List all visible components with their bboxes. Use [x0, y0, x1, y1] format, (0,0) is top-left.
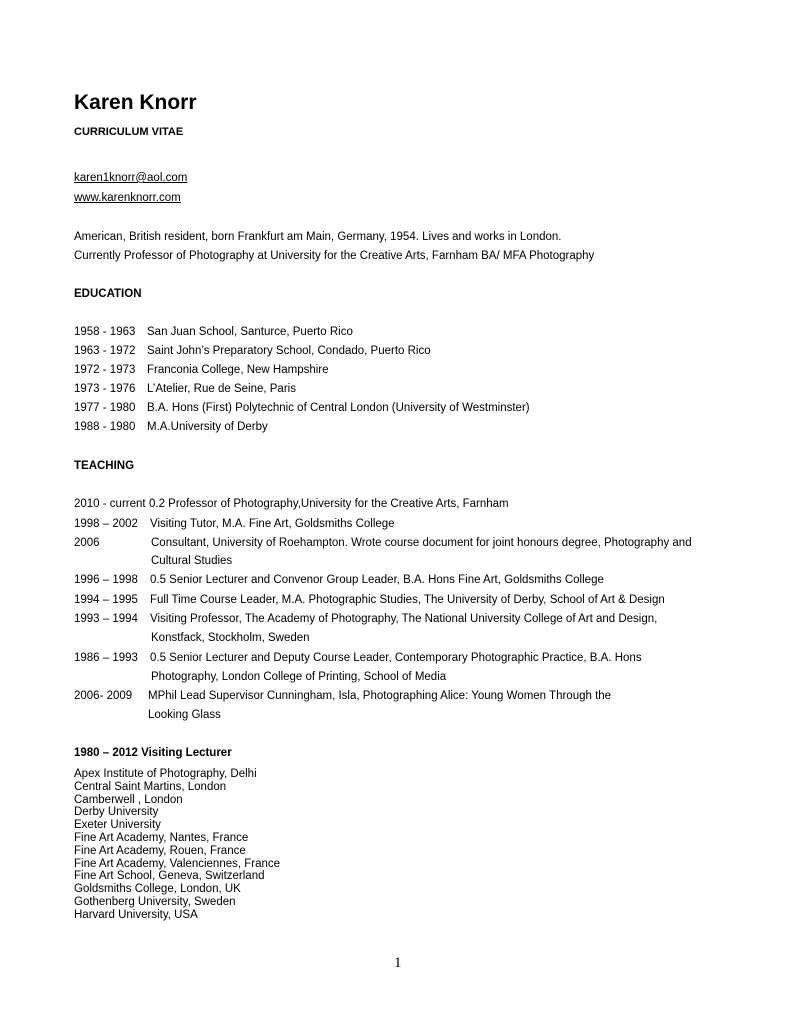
list-item: Harvard University, USA	[74, 908, 198, 921]
education-dates: 1972 - 1973	[74, 364, 136, 376]
visiting-lecturer-heading: 1980 – 2012 Visiting Lecturer	[74, 747, 232, 759]
education-dates: 1958 - 1963	[74, 326, 136, 338]
list-item: Fine Art Academy, Nantes, France	[74, 831, 249, 844]
bio-line: Currently Professor of Photography at University for the Creative Arts, Farnham BA/ MFA Photography	[74, 250, 595, 262]
cv-name: Karen Knorr	[74, 91, 197, 114]
teaching-desc: Visiting Tutor, M.A. Fine Art, Goldsmiths College	[150, 518, 395, 530]
teaching-desc: 0.5 Senior Lecturer and Convenor Group Leader, B.A. Hons Fine Art, Goldsmiths College	[150, 574, 604, 586]
teaching-dates: 1996 – 1998	[74, 574, 138, 586]
education-heading: EDUCATION	[74, 288, 142, 300]
teaching-dates: 2006	[74, 537, 100, 549]
bio-line: American, British resident, born Frankfurt am Main, Germany, 1954. Lives and works in London.	[74, 231, 562, 243]
page-number: 1	[394, 955, 402, 971]
list-item: Fine Art Academy, Rouen, France	[74, 844, 246, 857]
list-item: Apex Institute of Photography, Delhi	[74, 768, 257, 780]
teaching-desc: 0.5 Senior Lecturer and Deputy Course Leader, Contemporary Photographic Practice, B.A. Hons	[150, 652, 642, 664]
education-desc: Franconia College, New Hampshire	[147, 364, 329, 376]
list-item: Derby University	[74, 806, 159, 819]
education-dates: 1973 - 1976	[74, 383, 136, 395]
teaching-dates: 2006- 2009	[74, 690, 133, 702]
teaching-dates: 2010 - current	[74, 498, 146, 510]
education-desc: L’Atelier, Rue de Seine, Paris	[147, 383, 296, 395]
list-item: Camberwell , London	[74, 793, 183, 806]
teaching-desc: Full Time Course Leader, M.A. Photographic Studies, The University of Derby, School of Art & Design	[150, 594, 665, 606]
teaching-desc: Visiting Professor, The Academy of Photography, The National University College of Art and Design,	[150, 613, 658, 625]
education-desc: B.A. Hons (First) Polytechnic of Central London (University of Westminster)	[147, 402, 530, 414]
teaching-desc: MPhil Lead Supervisor Cunningham, Isla, Photographing Alice: Young Women Through the	[148, 690, 612, 702]
list-item: Central Saint Martins, London	[74, 780, 227, 793]
education-desc: Saint John’s Preparatory School, Condado, Puerto Rico	[147, 345, 431, 357]
education-desc: San Juan School, Santurce, Puerto Rico	[147, 326, 353, 338]
teaching-desc: 0.2 Professor of Photography,University for the Creative Arts, Farnham	[149, 498, 509, 510]
cv-subtitle: CURRICULUM VITAE	[74, 126, 184, 138]
email-link[interactable]: karen1knorr@aol.com	[74, 172, 188, 184]
education-dates: 1988 - 1980	[74, 421, 136, 433]
teaching-desc: Consultant, University of Roehampton. Wrote course document for joint honours degree, Photography and	[151, 537, 692, 549]
education-dates: 1963 - 1972	[74, 345, 136, 357]
list-item: Gothenberg University, Sweden	[74, 895, 236, 908]
education-desc: M.A.University of Derby	[147, 421, 268, 433]
list-item: Fine Art Academy, Valenciennes, France	[74, 857, 281, 870]
teaching-dates: 1986 – 1993	[74, 652, 138, 664]
teaching-dates: 1998 – 2002	[74, 518, 138, 530]
teaching-desc-continued: Konstfack, Stockholm, Sweden	[151, 632, 310, 644]
teaching-desc-continued: Looking Glass	[148, 709, 221, 721]
list-item: Fine Art School, Geneva, Switzerland	[74, 870, 265, 883]
list-item: Goldsmiths College, London, UK	[74, 883, 241, 896]
teaching-heading: TEACHING	[74, 460, 135, 472]
visiting-lecturer-list	[74, 768, 280, 922]
teaching-desc-continued: Photography, London College of Printing, School of Media	[151, 671, 447, 683]
education-dates: 1977 - 1980	[74, 402, 136, 414]
teaching-dates: 1994 – 1995	[74, 594, 138, 606]
list-item: Exeter University	[74, 819, 161, 832]
website-link[interactable]: www.karenknorr.com	[74, 192, 181, 204]
teaching-dates: 1993 – 1994	[74, 613, 138, 625]
teaching-desc-continued: Cultural Studies	[151, 555, 233, 567]
